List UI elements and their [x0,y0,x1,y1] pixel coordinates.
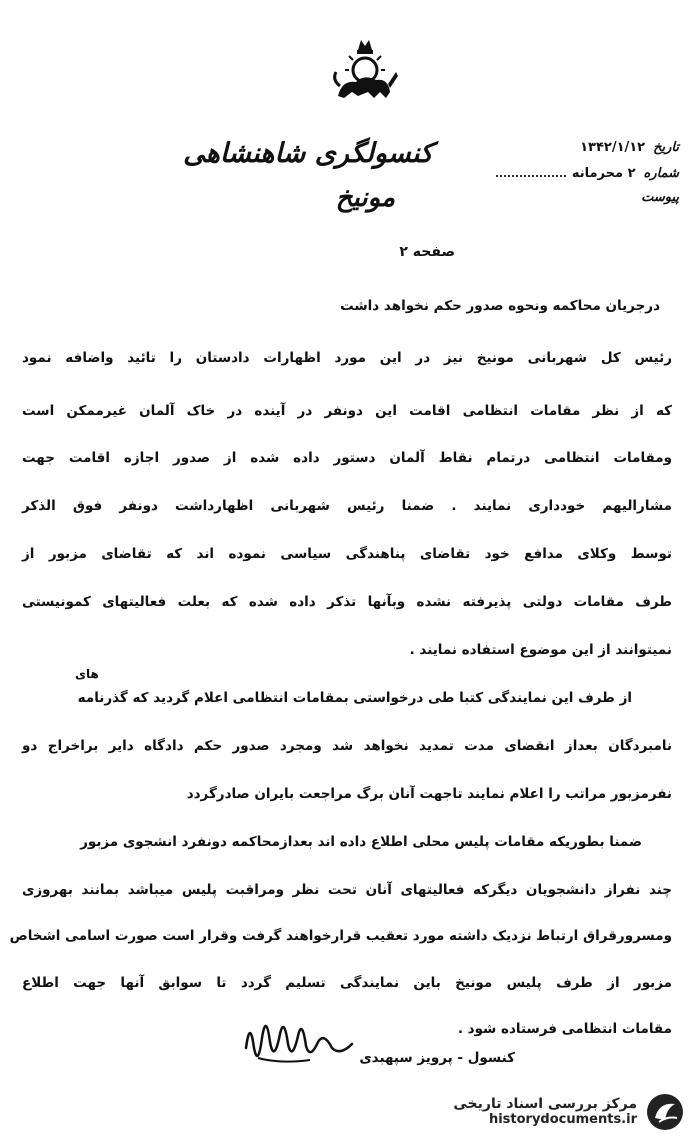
body-line: مقامات انتظامی فرستاده شود . [457,1021,672,1037]
lion-and-sun-emblem-icon [328,36,402,108]
body-line: طرف مقامات دولتی پذیرفته نشده وبآنها تذکر داده شده که بعلت فعالیتهای کمونیستی [22,594,672,610]
signatory-line: کنسول - پرویز سپهبدی [359,1050,515,1066]
body-line: که از نظر مقامات انتظامی اقامت این دونفر در آینده در خاک آلمان غیرممکن است [22,403,672,419]
meta-number-row [449,165,679,190]
handwritten-signature [240,1008,360,1068]
body-line: چند نفراز دانشجویان دیگرکه فعالیتهای آنان تحت نظر ومراقبت پلیس میباشد بمانند بهروزی [22,882,672,898]
body-line: از طرف این نمایندگی کتبا طی درخواستی بمقامات انتظامی اعلام گردید که گذرنامه [77,690,632,706]
body-line: نمیتوانند از این موضوع استفاده نمایند . [409,642,672,658]
history-documents-logo-icon [645,1092,685,1132]
meta-attachment-label: پیوست [641,190,679,205]
meta-attachment-row [449,190,679,215]
watermark-url: historydocuments.ir [488,1111,637,1127]
body-line: ومسرورقراق ارتباط نزدیک داشته مورد تعقیب قرارخواهند گرفت وقرار است صورت اسامی اشخاص [9,928,672,944]
page-number: صفحه ۲ [399,244,455,260]
consulate-city: مونیخ [335,183,395,213]
consulate-title: کنسولگری شاهنشاهی [183,138,433,169]
body-line: مشارالیهم خودداری نمایند . ضمنا رئیس شهربانی اظهارداشت دونفر فوق الذکر [22,498,672,514]
watermark-fa: مرکز بررسی اسناد تاریخی [453,1096,637,1113]
body-line: نفرمزبور مراتب را اعلام نمایند تاجهت آنان برگ مراجعت بایران صادرگردد [186,786,672,802]
body-line: توسط وکلای مدافع خود تقاضای پناهندگی سیاسی نموده اند که تقاضای مزبور از [22,546,672,562]
body-line: درجریان محاکمه ونحوه صدور حکم نخواهد داشت [340,298,660,314]
meta-date-label: تاریخ [653,140,679,155]
meta-date-row [449,140,679,165]
handwritten-insertion: های [75,667,99,681]
watermark [375,1089,685,1135]
meta-number-dots [496,165,566,177]
meta-number-value: ۲ محرمانه [571,166,636,181]
meta-date-value: ۱۳۴۲/۱/۱۲ [580,140,646,155]
body-line: نامبردگان بعداز انقضای مدت تمدید نخواهد شد ومجرد صدور حکم دادگاه دایر براخراج دو [22,738,672,754]
watermark-text [453,1096,637,1127]
meta-number-label: شماره [643,166,679,181]
body-line: ضمنا بطوریکه مقامات پلیس محلی اطلاع داده اند بعدازمحاکمه دونفرد انشجوی مزبور [80,834,642,850]
body-line: مزبور از طرف پلیس مونیخ باین نمایندگی تسلیم گردد تا سوابق آنها جهت اطلاع [22,975,672,991]
letter-metadata [449,140,679,215]
body-line: ومقامات انتظامی درتمام نقاط آلمان دستور داده شده از صدور اجازه اقامت جهت [22,450,672,466]
body-line: رئیس کل شهربانی مونیخ نیز در این مورد اظهارات دادستان را تائید واضافه نمود [22,350,672,366]
